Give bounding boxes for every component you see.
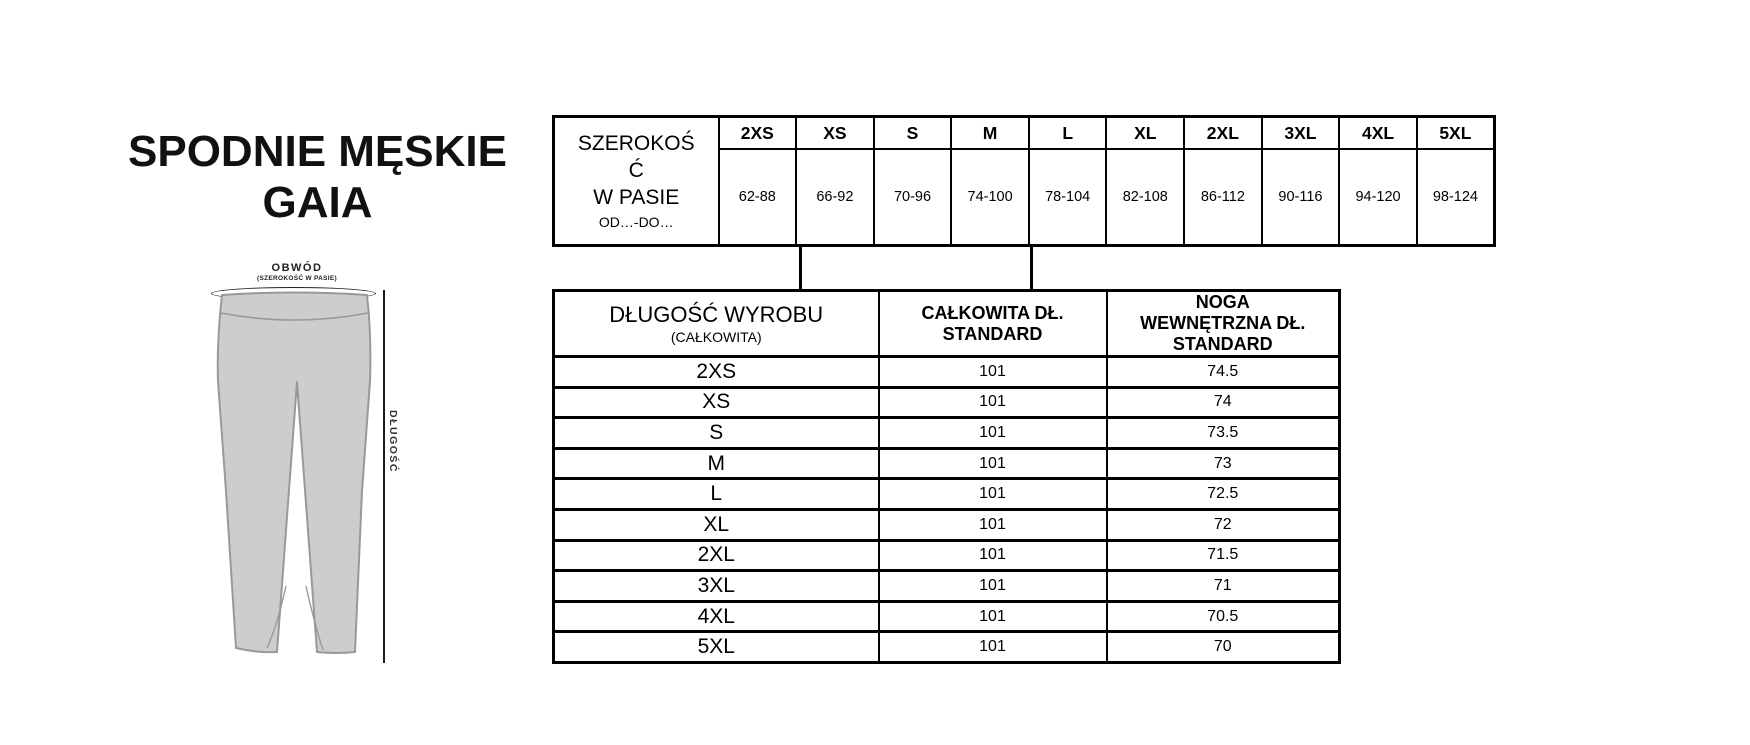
inner-leg-cell: 72.5 <box>1107 479 1340 510</box>
total-length-cell: 101 <box>879 571 1107 602</box>
table-connector-line-left <box>799 245 802 291</box>
size-header-xs: XS <box>796 117 874 150</box>
waist-size-table <box>552 115 1496 247</box>
size-cell: M <box>554 448 879 479</box>
length-table-row <box>554 540 1340 571</box>
total-length-cell: 101 <box>879 509 1107 540</box>
length-table <box>552 289 1341 664</box>
size-header-s: S <box>874 117 952 150</box>
waist-range-4xl: 94-120 <box>1339 149 1417 246</box>
length-table-row <box>554 509 1340 540</box>
inner-leg-cell: 71.5 <box>1107 540 1340 571</box>
inner-leg-cell: 73 <box>1107 448 1340 479</box>
waist-range-xl: 82-108 <box>1106 149 1184 246</box>
size-cell: XL <box>554 509 879 540</box>
waist-header-line2: Ć <box>628 158 644 182</box>
inner-leg-cell: 74 <box>1107 387 1340 418</box>
length-table-row <box>554 357 1340 388</box>
size-header-2xl: 2XL <box>1184 117 1262 150</box>
inner-leg-cell: 71 <box>1107 571 1340 602</box>
size-cell: 5XL <box>554 632 879 663</box>
length-table-row <box>554 571 1340 602</box>
inner-leg-header-line3: STANDARD <box>1172 334 1273 354</box>
product-length-header-main: DŁUGOŚĆ WYROBU <box>609 301 824 327</box>
total-standard-header-line2: STANDARD <box>942 323 1043 344</box>
length-table-header-total-standard <box>879 291 1107 357</box>
page-title-line1: SPODNIE MĘSKIE <box>128 127 507 176</box>
size-header-5xl: 5XL <box>1417 117 1495 150</box>
waist-measure-label: OBWÓD <box>271 262 323 274</box>
size-cell: S <box>554 418 879 449</box>
waist-range-5xl: 98-124 <box>1417 149 1495 246</box>
inner-leg-cell: 72 <box>1107 509 1340 540</box>
total-length-cell: 101 <box>879 418 1107 449</box>
size-header-3xl: 3XL <box>1262 117 1340 150</box>
pants-illustration <box>207 291 382 663</box>
length-table-row <box>554 448 1340 479</box>
waist-range-m: 74-100 <box>951 149 1029 246</box>
waist-range-2xs: 62-88 <box>719 149 797 246</box>
inner-leg-cell: 73.5 <box>1107 418 1340 449</box>
size-header-l: L <box>1029 117 1107 150</box>
total-length-cell: 101 <box>879 540 1107 571</box>
size-cell: 3XL <box>554 571 879 602</box>
inner-leg-header-line2: WEWNĘTRZNA DŁ. <box>1140 313 1306 333</box>
size-cell: 4XL <box>554 601 879 632</box>
total-length-cell: 101 <box>879 387 1107 418</box>
length-measure-label: DŁUGOŚĆ <box>387 410 399 473</box>
product-length-header-sub: (CAŁKOWITA) <box>670 328 762 345</box>
waist-range-s: 70-96 <box>874 149 952 246</box>
inner-leg-cell: 74.5 <box>1107 357 1340 388</box>
size-header-m: M <box>951 117 1029 150</box>
total-standard-header-line1: CAŁKOWITA DŁ. <box>921 302 1064 323</box>
page-title <box>60 126 575 228</box>
waist-range-xs: 66-92 <box>796 149 874 246</box>
size-header-4xl: 4XL <box>1339 117 1417 150</box>
total-length-cell: 101 <box>879 601 1107 632</box>
size-header-xl: XL <box>1106 117 1184 150</box>
waist-header-line1: SZEROKOŚ <box>577 131 695 155</box>
size-header-2xs: 2XS <box>719 117 797 150</box>
length-table-row <box>554 601 1340 632</box>
waist-range-l: 78-104 <box>1029 149 1107 246</box>
inner-leg-cell: 70.5 <box>1107 601 1340 632</box>
waist-table-header-cell <box>554 117 719 246</box>
total-length-cell: 101 <box>879 479 1107 510</box>
table-connector-line-right <box>1030 245 1033 291</box>
waist-measure-sublabel: (SZEROKOŚĆ W PASIE) <box>257 275 337 282</box>
waist-header-line4: OD…-DO… <box>598 213 674 230</box>
page-title-line2: GAIA <box>262 178 373 227</box>
inner-leg-header-line1: NOGA <box>1195 292 1250 312</box>
total-length-cell: 101 <box>879 448 1107 479</box>
size-cell: 2XS <box>554 357 879 388</box>
length-table-row <box>554 387 1340 418</box>
length-table-row <box>554 418 1340 449</box>
length-measure-line <box>383 290 385 663</box>
pants-body-shape <box>218 293 371 654</box>
size-cell: L <box>554 479 879 510</box>
inner-leg-cell: 70 <box>1107 632 1340 663</box>
total-length-cell: 101 <box>879 632 1107 663</box>
size-cell: 2XL <box>554 540 879 571</box>
size-cell: XS <box>554 387 879 418</box>
length-table-header-inner-leg <box>1107 291 1340 357</box>
waist-header-line3: W PASIE <box>593 185 680 209</box>
total-length-cell: 101 <box>879 357 1107 388</box>
waist-range-2xl: 86-112 <box>1184 149 1262 246</box>
length-table-row <box>554 479 1340 510</box>
length-table-header-product-length <box>554 291 879 357</box>
waist-range-3xl: 90-116 <box>1262 149 1340 246</box>
length-table-row <box>554 632 1340 663</box>
